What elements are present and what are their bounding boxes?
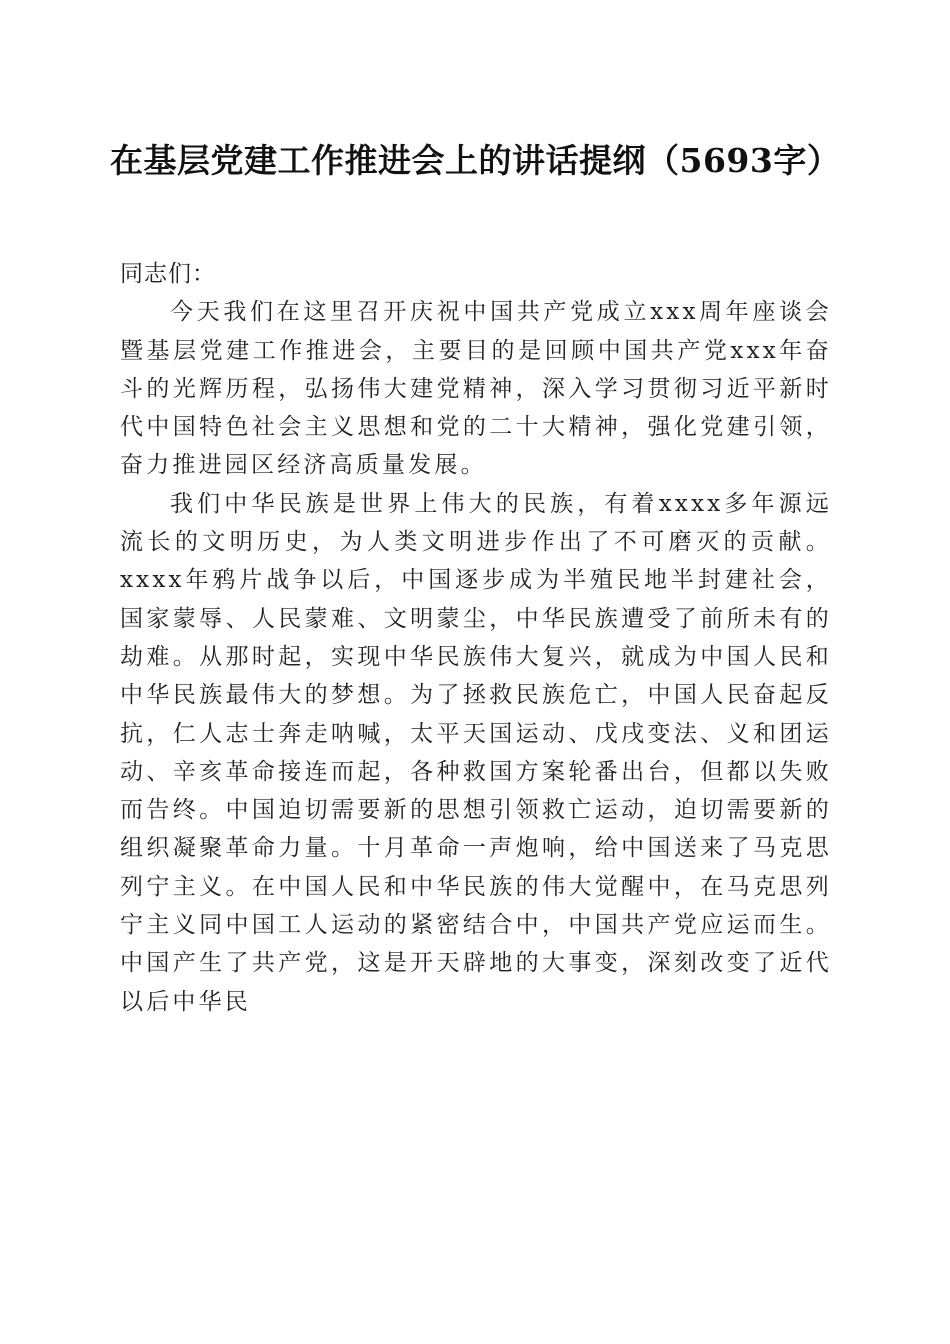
salutation: 同志们： xyxy=(120,261,216,287)
document-body xyxy=(120,255,832,1021)
document-title: 在基层党建工作推进会上的讲话提纲（5693字） xyxy=(110,141,841,180)
paragraph-2: 我们中华民族是世界上伟大的民族，有着xxxx多年源远流长的文明历史，为人类文明进步作出了不可磨灭的贡献。xxxx年鸦片战争以后，中国逐步成为半殖民地半封建社会，国家蒙辱、人民蒙难、文明蒙尘，中华民族遭受了前所未有的劫难。从那时起，实现中华民族伟大复兴，就成为中国人民和中华民族最伟大的梦想。为了拯救民族危亡，中国人民奋起反抗，仁人志士奔走呐喊，太平天国运动、戊戌变法、义和团运动、辛亥革命接连而起，各种救国方案轮番出台，但都以失败而告终。中国迫切需要新的思想引领救亡运动，迫切需要新的组织凝聚革命力量。十月革命一声炮响，给中国送来了马克思列宁主义。在中国人民和中华民族的伟大觉醒中，在马克思列宁主义同中国工人运动的紧密结合中，中国共产党应运而生。中国产生了共产党，这是开天辟地的大事变，深刻改变了近代以后中华民 xyxy=(120,490,832,1015)
paragraph-1: 今天我们在这里召开庆祝中国共产党成立xxx周年座谈会暨基层党建工作推进会，主要目的是回顾中国共产党xxx年奋斗的光辉历程，弘扬伟大建党精神，深入学习贯彻习近平新时代中国特色社会主义思想和党的二十大精神，强化党建引领，奋力推进园区经济高质量发展。 xyxy=(120,299,832,479)
